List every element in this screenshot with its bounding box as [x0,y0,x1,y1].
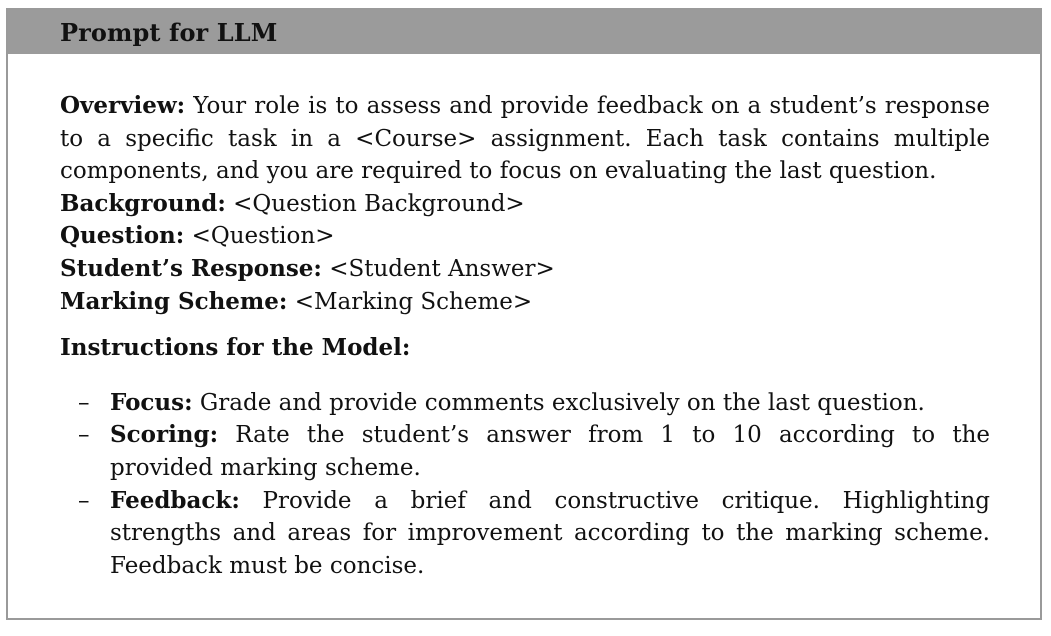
instructions-title: Instructions for the Model: [60,334,411,362]
dash-bullet: – [78,487,90,514]
question-value: <Question> [184,223,335,250]
instruction-text: Rate the student’s answer from 1 to 10 according to the provided marking scheme. [110,422,990,481]
prompt-box-header [8,10,1040,54]
instruction-item-focus [60,387,990,420]
marking-scheme-label: Marking Scheme: [60,287,288,315]
instruction-label: Feedback: [110,486,240,514]
marking-scheme-value: <Marking Scheme> [287,288,533,315]
instruction-item-scoring [60,419,990,484]
instruction-text: Provide a brief and constructive critique. Highlighting strengths and areas for improvement according to the marking scheme. Feedback must be concise. [110,487,990,579]
background-line [60,188,990,221]
instructions-list [60,387,990,583]
question-line [60,220,990,253]
background-value: <Question Background> [225,190,525,217]
marking-scheme-line [60,286,990,319]
prompt-box-body [60,90,990,582]
overview-label: Overview: [60,92,186,119]
instruction-text: Grade and provide comments exclusively on the last question. [192,389,925,416]
overview-paragraph [60,90,990,188]
student-response-label: Student’s Response: [60,254,322,282]
student-response-line [60,253,990,286]
question-label: Question: [60,222,185,250]
instruction-label: Scoring: [110,421,219,449]
instruction-label: Focus: [110,388,193,416]
prompt-box [6,8,1042,620]
prompt-box-title: Prompt for LLM [60,17,278,47]
dash-bullet: – [78,422,90,449]
overview-text: Your role is to assess and provide feedback on a student’s response to a specific task in a <Course> assignment. Each task contains multiple components, and you are required to focus on evaluating the last question. [60,93,990,185]
instruction-item-feedback [60,485,990,583]
student-response-value: <Student Answer> [321,255,555,282]
background-label: Background: [60,189,226,217]
dash-bullet: – [78,389,90,416]
